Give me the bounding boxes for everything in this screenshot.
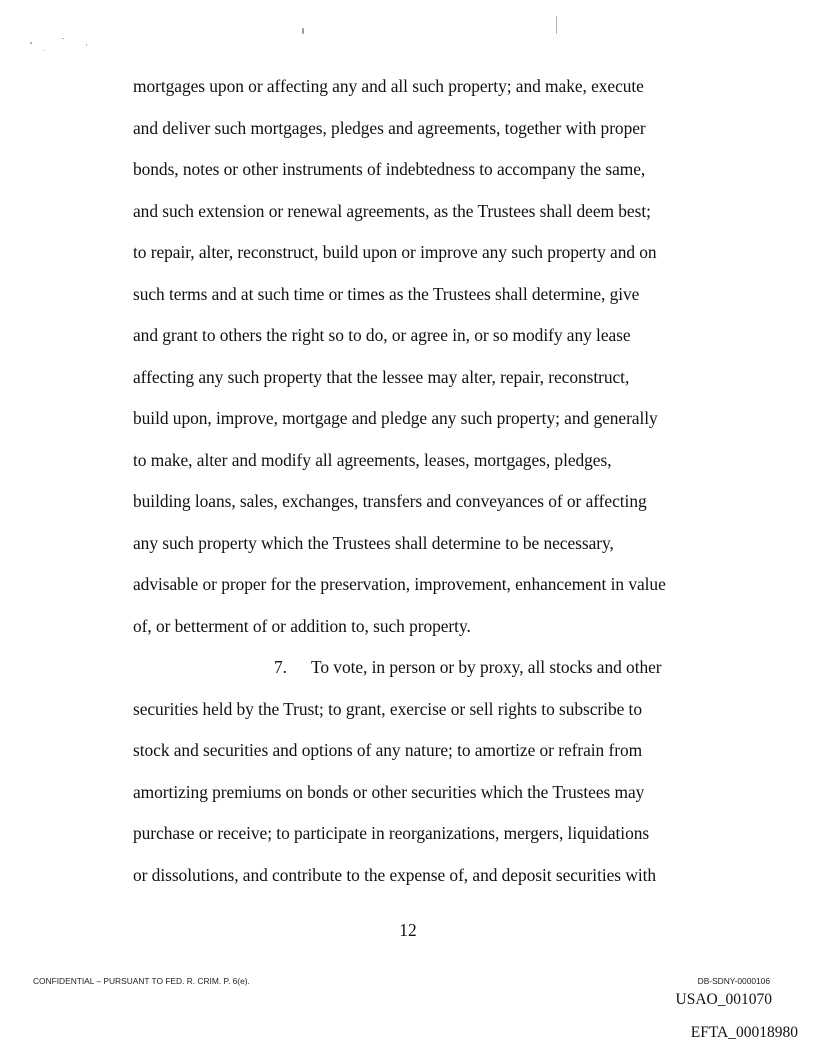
text-line: and such extension or renewal agreements, as the Trustees shall deem best; — [133, 200, 651, 221]
text-line: building loans, sales, exchanges, transfers and conveyances of or affecting — [133, 491, 647, 511]
scan-speck — [556, 16, 557, 34]
text-line: securities held by the Trust; to grant, exercise or sell rights to subscribe to — [133, 698, 642, 719]
text-line: to repair, alter, reconstruct, build upon or improve any such property and on — [133, 242, 657, 262]
text-line: any such property which the Trustees shall determine to be necessary, — [133, 532, 614, 553]
text-line: of, or betterment of or addition to, such property. — [133, 615, 471, 636]
bates-number-db: DB-SDNY-0000106 — [697, 976, 770, 986]
text-line: or dissolutions, and contribute to the expense of, and deposit securities with — [133, 864, 657, 885]
paragraph-7-text: To vote, in person or by proxy, all stocks and other — [311, 657, 662, 677]
text-line: advisable or proper for the preservation, improvement, enhancement in value — [133, 574, 666, 594]
scan-speck — [86, 44, 87, 46]
text-line: to make, alter and modify all agreements, leases, mortgages, pledges, — [133, 449, 612, 470]
paragraph-number: 7. — [274, 657, 287, 677]
text-line: purchase or receive; to participate in reorganizations, mergers, liquidations — [133, 823, 650, 843]
text-line: amortizing premiums on bonds or other securities which the Trustees may — [133, 781, 645, 802]
text-line: stock and securities and options of any nature; to amortize or refrain from — [133, 740, 643, 760]
body-text — [133, 72, 713, 902]
text-line: build upon, improve, mortgage and pledge any such property; and generally — [133, 408, 658, 428]
text-line: mortgages upon or affecting any and all such property; and make, execute — [133, 76, 644, 96]
confidential-notice: CONFIDENTIAL – PURSUANT TO FED. R. CRIM. P. 6(e). — [33, 976, 250, 986]
bates-number-efta: EFTA_00018980 — [690, 1024, 798, 1041]
scan-speck — [302, 28, 304, 34]
scan-speck — [44, 50, 45, 51]
text-line: and deliver such mortgages, pledges and agreements, together with proper — [133, 117, 646, 138]
scan-speck — [62, 38, 64, 39]
text-line: such terms and at such time or times as the Trustees shall determine, give — [133, 283, 640, 304]
paragraph-7-first-line — [133, 653, 713, 695]
page-number: 12 — [399, 920, 417, 940]
bates-number-usao: USAO_001070 — [675, 991, 772, 1008]
scan-speck — [30, 42, 32, 44]
text-line: bonds, notes or other instruments of indebtedness to accompany the same, — [133, 159, 646, 179]
text-line: affecting any such property that the lessee may alter, repair, reconstruct, — [133, 366, 630, 387]
text-line: and grant to others the right so to do, or agree in, or so modify any lease — [133, 325, 631, 345]
